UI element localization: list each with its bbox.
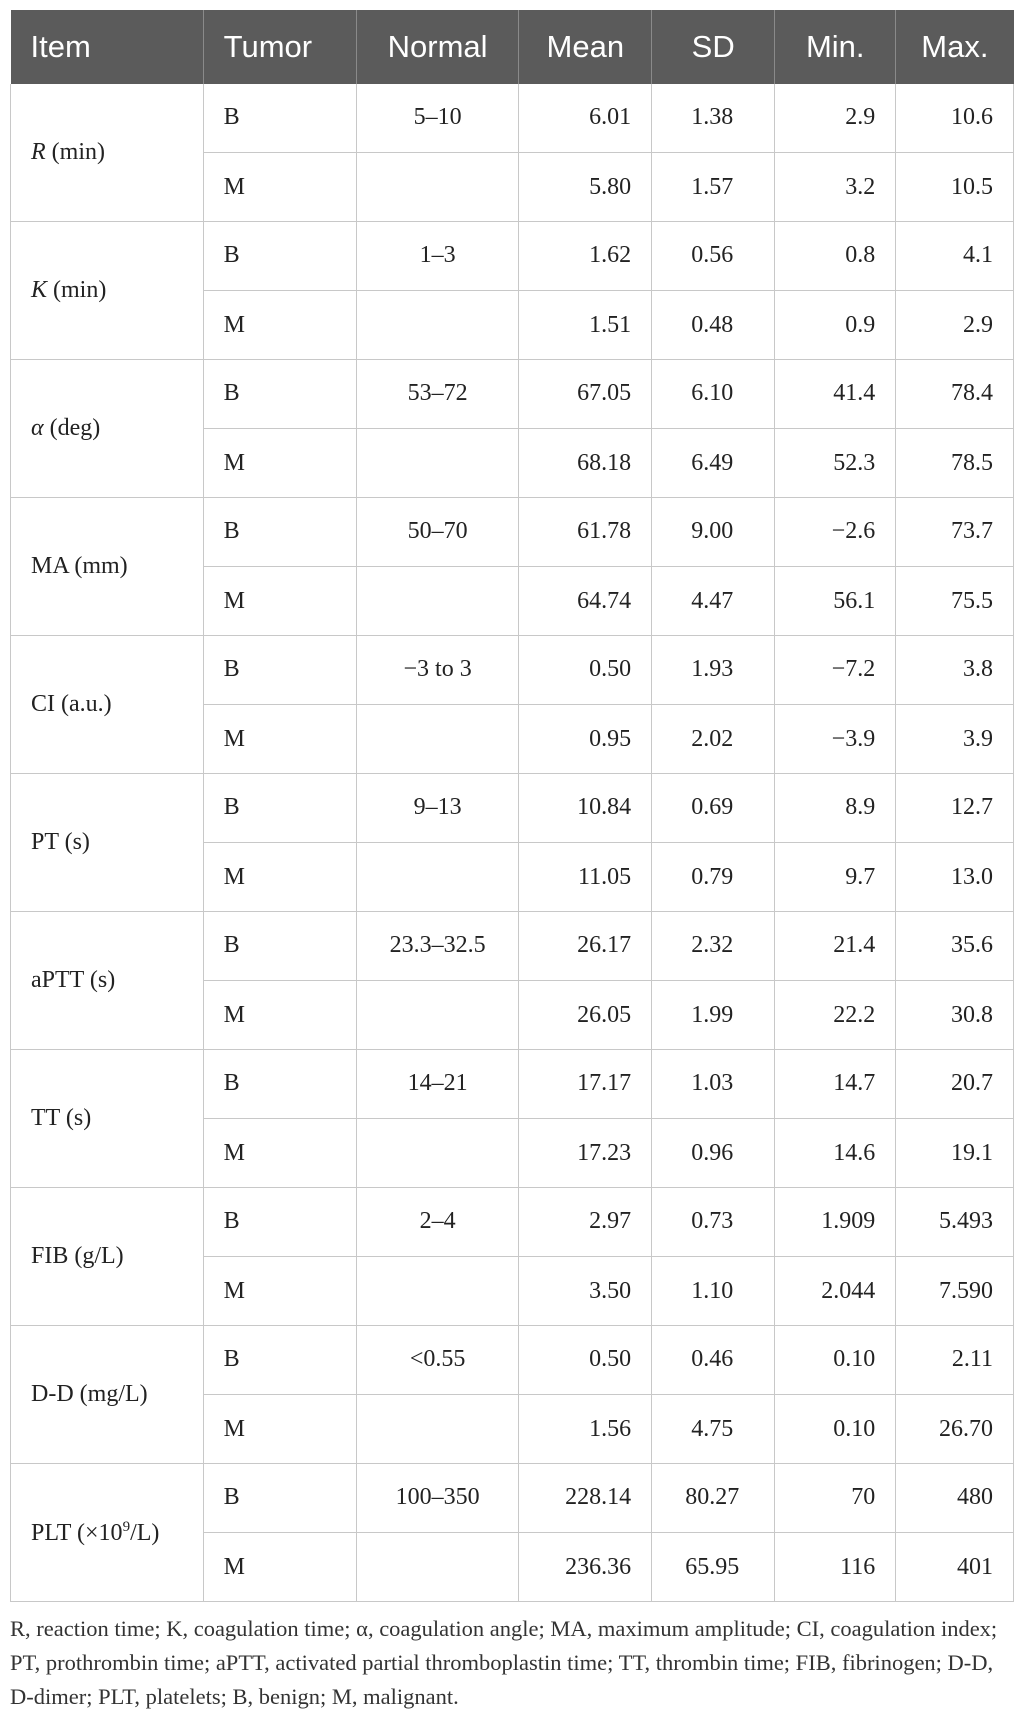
table-row — [11, 774, 1014, 843]
max-cell: 10.6 — [896, 84, 1014, 153]
sd-cell: 0.79 — [652, 843, 775, 912]
normal-range-cell — [356, 429, 519, 498]
item-label: D-D (mg/L) — [31, 1381, 148, 1407]
tumor-cell: M — [203, 429, 356, 498]
normal-range-cell — [356, 291, 519, 360]
item-label: aPTT (s) — [31, 967, 116, 993]
mean-cell: 2.97 — [519, 1188, 652, 1257]
tumor-cell: B — [203, 222, 356, 291]
table-row — [11, 84, 1014, 153]
min-cell: 0.10 — [775, 1395, 896, 1464]
min-cell: 116 — [775, 1533, 896, 1602]
item-cell — [11, 912, 204, 1050]
max-cell: 12.7 — [896, 774, 1014, 843]
tumor-cell: B — [203, 1188, 356, 1257]
max-cell: 19.1 — [896, 1119, 1014, 1188]
coagulation-table — [10, 10, 1014, 1602]
sd-cell: 0.69 — [652, 774, 775, 843]
max-cell: 7.590 — [896, 1257, 1014, 1326]
min-cell: 70 — [775, 1464, 896, 1533]
normal-range-cell — [356, 1395, 519, 1464]
tumor-cell: B — [203, 1464, 356, 1533]
sd-cell: 1.93 — [652, 636, 775, 705]
min-cell: 8.9 — [775, 774, 896, 843]
min-cell: −3.9 — [775, 705, 896, 774]
tumor-cell: M — [203, 1257, 356, 1326]
table-row — [11, 1326, 1014, 1395]
table-row — [11, 498, 1014, 567]
max-cell: 26.70 — [896, 1395, 1014, 1464]
max-cell: 2.11 — [896, 1326, 1014, 1395]
min-cell: 0.10 — [775, 1326, 896, 1395]
sd-cell: 1.10 — [652, 1257, 775, 1326]
item-cell — [11, 84, 204, 222]
normal-range-cell: 53–72 — [356, 360, 519, 429]
header-normal: Normal — [356, 10, 519, 84]
mean-cell: 3.50 — [519, 1257, 652, 1326]
item-cell — [11, 1326, 204, 1464]
table-row — [11, 912, 1014, 981]
item-cell — [11, 636, 204, 774]
tumor-cell: M — [203, 153, 356, 222]
tumor-cell: M — [203, 1119, 356, 1188]
mean-cell: 6.01 — [519, 84, 652, 153]
tumor-cell: B — [203, 1050, 356, 1119]
sd-cell: 0.73 — [652, 1188, 775, 1257]
sd-cell: 0.96 — [652, 1119, 775, 1188]
min-cell: −2.6 — [775, 498, 896, 567]
min-cell: 14.7 — [775, 1050, 896, 1119]
item-label: PLT (×10 — [31, 1519, 123, 1546]
mean-cell: 64.74 — [519, 567, 652, 636]
normal-range-cell: 5–10 — [356, 84, 519, 153]
min-cell: 56.1 — [775, 567, 896, 636]
normal-range-cell — [356, 843, 519, 912]
item-variable: α — [31, 415, 44, 441]
sd-cell: 0.46 — [652, 1326, 775, 1395]
max-cell: 401 — [896, 1533, 1014, 1602]
sd-cell: 4.75 — [652, 1395, 775, 1464]
item-label: (min) — [47, 277, 107, 303]
mean-cell: 0.95 — [519, 705, 652, 774]
normal-range-cell: 14–21 — [356, 1050, 519, 1119]
max-cell: 20.7 — [896, 1050, 1014, 1119]
item-label-tail: /L) — [130, 1519, 160, 1546]
sd-cell: 1.03 — [652, 1050, 775, 1119]
normal-range-cell: 50–70 — [356, 498, 519, 567]
mean-cell: 26.05 — [519, 981, 652, 1050]
item-cell — [11, 222, 204, 360]
max-cell: 73.7 — [896, 498, 1014, 567]
table-row — [11, 1188, 1014, 1257]
item-label: TT (s) — [31, 1105, 92, 1131]
table-body — [11, 84, 1014, 1602]
normal-range-cell: 100–350 — [356, 1464, 519, 1533]
tumor-cell: M — [203, 1533, 356, 1602]
table-row — [11, 360, 1014, 429]
header-sd: SD — [652, 10, 775, 84]
item-cell — [11, 1050, 204, 1188]
sd-cell: 2.02 — [652, 705, 775, 774]
sd-cell: 6.10 — [652, 360, 775, 429]
normal-range-cell — [356, 1119, 519, 1188]
item-label: FIB (g/L) — [31, 1243, 124, 1269]
tumor-cell: B — [203, 498, 356, 567]
table-row — [11, 1464, 1014, 1533]
max-cell: 2.9 — [896, 291, 1014, 360]
sd-cell: 2.32 — [652, 912, 775, 981]
item-label: PT (s) — [31, 829, 90, 855]
mean-cell: 1.51 — [519, 291, 652, 360]
mean-cell: 228.14 — [519, 1464, 652, 1533]
min-cell: 3.2 — [775, 153, 896, 222]
mean-cell: 11.05 — [519, 843, 652, 912]
min-cell: 21.4 — [775, 912, 896, 981]
table-row — [11, 1050, 1014, 1119]
normal-range-cell: 23.3–32.5 — [356, 912, 519, 981]
max-cell: 480 — [896, 1464, 1014, 1533]
sd-cell: 1.99 — [652, 981, 775, 1050]
mean-cell: 17.23 — [519, 1119, 652, 1188]
sd-cell: 1.38 — [652, 84, 775, 153]
sd-cell: 6.49 — [652, 429, 775, 498]
normal-range-cell — [356, 705, 519, 774]
min-cell: 2.044 — [775, 1257, 896, 1326]
header-tumor: Tumor — [203, 10, 356, 84]
max-cell: 3.9 — [896, 705, 1014, 774]
tumor-cell: B — [203, 912, 356, 981]
max-cell: 75.5 — [896, 567, 1014, 636]
tumor-cell: M — [203, 291, 356, 360]
normal-range-cell: <0.55 — [356, 1326, 519, 1395]
min-cell: 52.3 — [775, 429, 896, 498]
mean-cell: 61.78 — [519, 498, 652, 567]
max-cell: 30.8 — [896, 981, 1014, 1050]
max-cell: 78.5 — [896, 429, 1014, 498]
tumor-cell: B — [203, 774, 356, 843]
mean-cell: 68.18 — [519, 429, 652, 498]
max-cell: 5.493 — [896, 1188, 1014, 1257]
tumor-cell: B — [203, 84, 356, 153]
normal-range-cell: 1–3 — [356, 222, 519, 291]
header-mean: Mean — [519, 10, 652, 84]
item-cell — [11, 360, 204, 498]
item-variable: K — [31, 277, 48, 303]
max-cell: 13.0 — [896, 843, 1014, 912]
item-superscript: 9 — [122, 1518, 131, 1535]
min-cell: 9.7 — [775, 843, 896, 912]
normal-range-cell — [356, 1533, 519, 1602]
tumor-cell: M — [203, 981, 356, 1050]
sd-cell: 65.95 — [652, 1533, 775, 1602]
item-label: MA (mm) — [31, 553, 128, 579]
mean-cell: 17.17 — [519, 1050, 652, 1119]
max-cell: 78.4 — [896, 360, 1014, 429]
item-cell — [11, 1188, 204, 1326]
item-cell — [11, 1464, 204, 1602]
normal-range-cell: 2–4 — [356, 1188, 519, 1257]
min-cell: 41.4 — [775, 360, 896, 429]
item-label: CI (a.u.) — [31, 691, 112, 717]
item-label: (min) — [45, 139, 105, 165]
normal-range-cell — [356, 981, 519, 1050]
mean-cell: 0.50 — [519, 1326, 652, 1395]
tumor-cell: M — [203, 705, 356, 774]
table-container — [10, 10, 1014, 1714]
table-row — [11, 636, 1014, 705]
min-cell: 0.9 — [775, 291, 896, 360]
table-footnote: R, reaction time; K, coagulation time; α, coagulation angle; MA, maximum amplitude; CI, coagulation index; PT, prothrombin time; aPTT, activated partial thromboplastin time; TT, thrombin time; FIB, fibrinogen; D-D, D-dimer; PLT, platelets; B, benign; M, malignant. — [10, 1616, 998, 1709]
sd-cell: 80.27 — [652, 1464, 775, 1533]
mean-cell: 1.62 — [519, 222, 652, 291]
header-max: Max. — [896, 10, 1014, 84]
min-cell: 2.9 — [775, 84, 896, 153]
min-cell: 1.909 — [775, 1188, 896, 1257]
sd-cell: 4.47 — [652, 567, 775, 636]
mean-cell: 10.84 — [519, 774, 652, 843]
tumor-cell: B — [203, 636, 356, 705]
item-cell — [11, 774, 204, 912]
sd-cell: 9.00 — [652, 498, 775, 567]
min-cell: 14.6 — [775, 1119, 896, 1188]
header-min: Min. — [775, 10, 896, 84]
normal-range-cell — [356, 567, 519, 636]
tumor-cell: M — [203, 567, 356, 636]
mean-cell: 0.50 — [519, 636, 652, 705]
min-cell: 22.2 — [775, 981, 896, 1050]
item-label: (deg) — [43, 415, 101, 441]
mean-cell: 26.17 — [519, 912, 652, 981]
mean-cell: 236.36 — [519, 1533, 652, 1602]
mean-cell: 1.56 — [519, 1395, 652, 1464]
min-cell: 0.8 — [775, 222, 896, 291]
sd-cell: 0.56 — [652, 222, 775, 291]
sd-cell: 0.48 — [652, 291, 775, 360]
tumor-cell: B — [203, 1326, 356, 1395]
tumor-cell: M — [203, 843, 356, 912]
max-cell: 4.1 — [896, 222, 1014, 291]
normal-range-cell: 9–13 — [356, 774, 519, 843]
sd-cell: 1.57 — [652, 153, 775, 222]
tumor-cell: M — [203, 1395, 356, 1464]
min-cell: −7.2 — [775, 636, 896, 705]
mean-cell: 5.80 — [519, 153, 652, 222]
normal-range-cell — [356, 153, 519, 222]
max-cell: 3.8 — [896, 636, 1014, 705]
table-row — [11, 222, 1014, 291]
mean-cell: 67.05 — [519, 360, 652, 429]
max-cell: 10.5 — [896, 153, 1014, 222]
max-cell: 35.6 — [896, 912, 1014, 981]
header-row — [11, 10, 1014, 84]
item-variable: R — [31, 139, 46, 165]
normal-range-cell: −3 to 3 — [356, 636, 519, 705]
tumor-cell: B — [203, 360, 356, 429]
item-cell — [11, 498, 204, 636]
normal-range-cell — [356, 1257, 519, 1326]
header-item: Item — [11, 10, 204, 84]
